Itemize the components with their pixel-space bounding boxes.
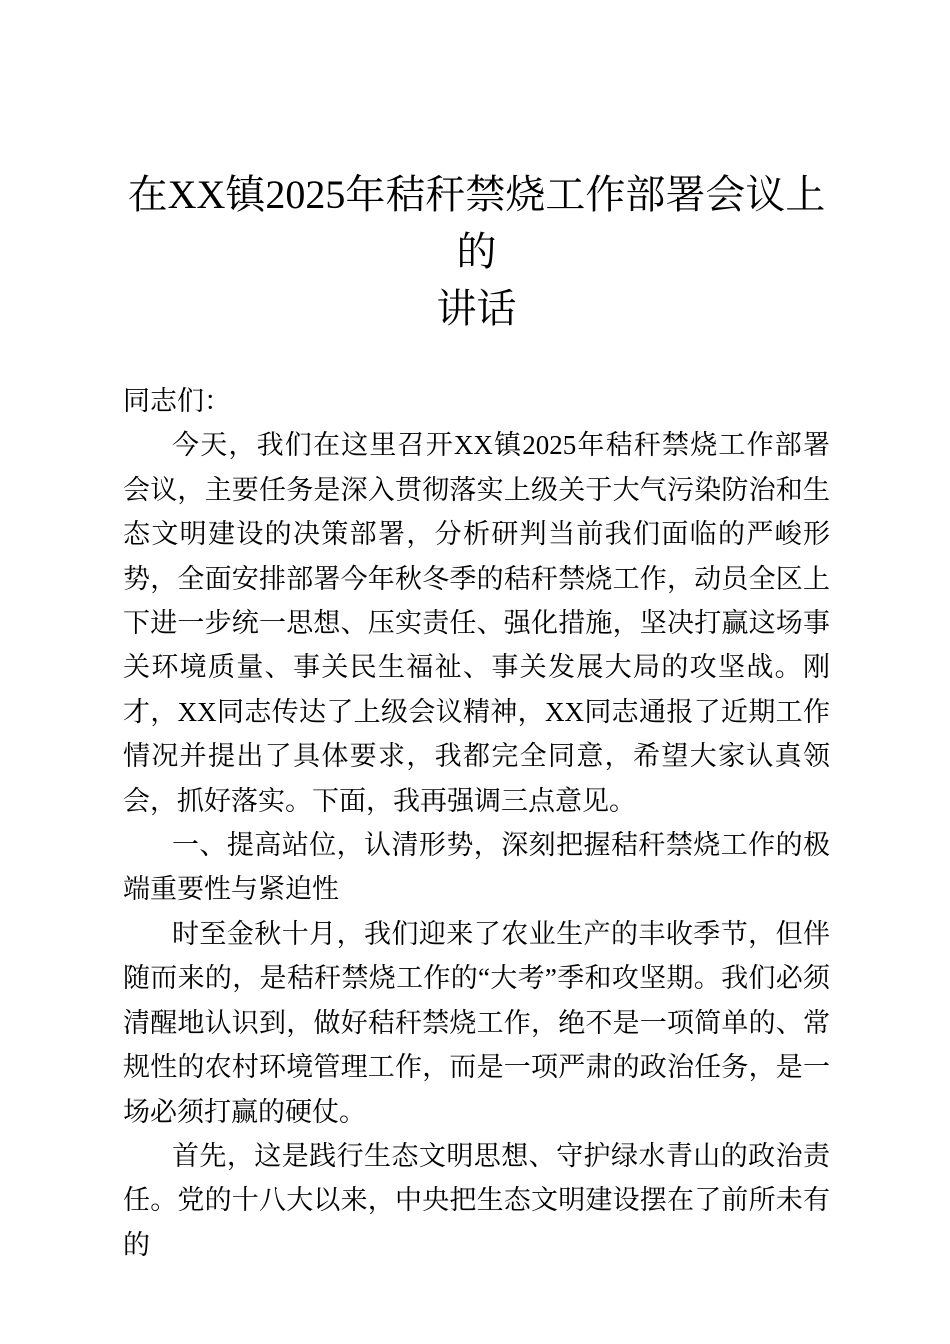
section-heading-1: 一、提高站位，认清形势，深刻把握秸秆禁烧工作的极端重要性与紧迫性 (123, 830, 830, 905)
document-title (123, 166, 830, 337)
document-body (123, 379, 830, 1267)
document-title-line-2: 讲话 (436, 286, 517, 331)
paragraph-opening: 今天，我们在这里召开XX镇2025年秸秆禁烧工作部署会议，主要任务是深入贯彻落实上级关于大气污染防治和生态文明建设的决策部署，分析研判当前我们面临的严峻形势，全面安排部署今年秋冬季的秸秆禁烧工作，动员全区上下进一步统一思想、压实责任、强化措施，坚决打赢这场事关环境质量、事关民生福祉、事关发展大局的攻坚战。刚才，XX同志传达了上级会议精神，XX同志通报了近期工作情况并提出了具体要求，我都完全同意，希望大家认真领会，抓好落实。下面，我再强调三点意见。 (123, 430, 830, 816)
paragraph-first-point: 首先，这是践行生态文明思想、守护绿水青山的政治责任。党的十八大以来，中央把生态文明建设摆在了前所未有的 (123, 1140, 830, 1260)
paragraph-situation: 时至金秋十月，我们迎来了农业生产的丰收季节，但伴随而来的，是秸秆禁烧工作的“大考”季和攻坚期。我们必须清醒地认识到，做好秸秆禁烧工作，绝不是一项简单的、常规性的农村环境管理工作，而是一项严肃的政治任务，是一场必须打赢的硬仗。 (123, 918, 830, 1127)
salutation: 同志们： (123, 386, 231, 416)
document-title-line-1: 在XX镇2025年秸秆禁烧工作部署会议上的 (127, 172, 826, 274)
